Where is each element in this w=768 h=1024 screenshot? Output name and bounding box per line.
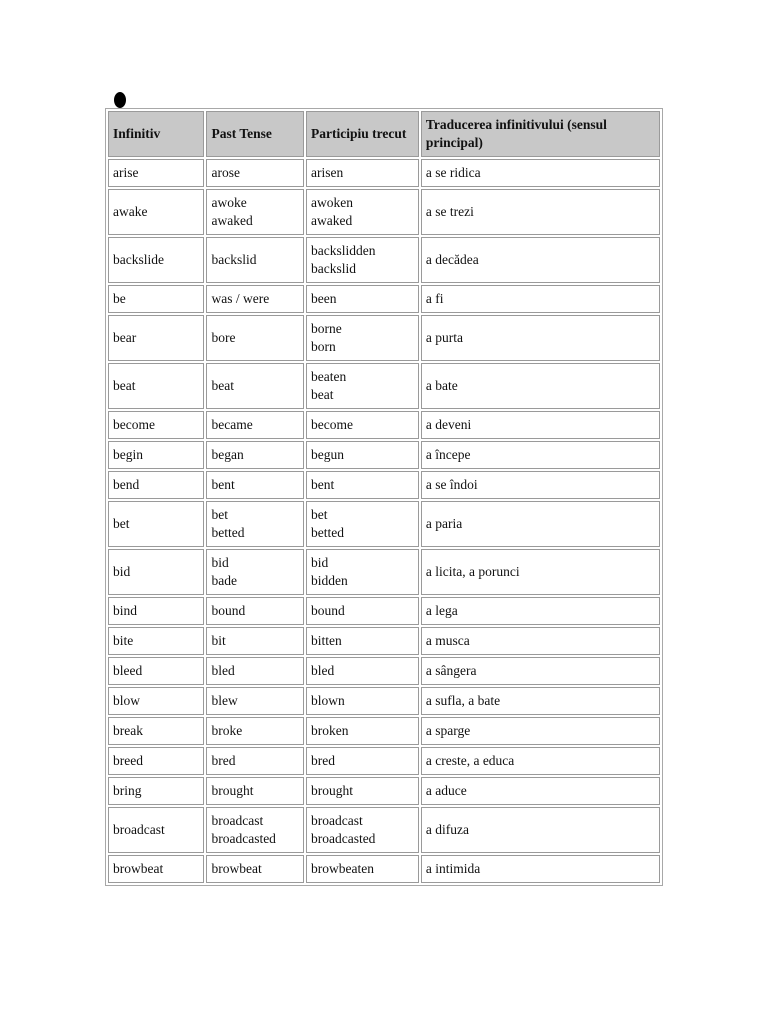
- translation-cell: a începe: [421, 441, 660, 469]
- past-tense-cell-line: betted: [211, 525, 245, 540]
- participle-cell-line: bred: [310, 753, 335, 768]
- translation-cell: a creste, a educa: [421, 747, 660, 775]
- infinitive-cell: bear: [108, 315, 204, 361]
- past-tense-cell-line: broadcasted: [211, 831, 276, 846]
- participle-cell: [306, 777, 419, 805]
- translation-cell: a deveni: [421, 411, 660, 439]
- participle-cell: [306, 471, 419, 499]
- past-tense-cell: [206, 471, 304, 499]
- translation-cell: a fi: [421, 285, 660, 313]
- table-row: [108, 807, 660, 853]
- infinitive-cell: blow: [108, 687, 204, 715]
- infinitive-cell: bring: [108, 777, 204, 805]
- past-tense-cell: [206, 159, 304, 187]
- participle-cell: [306, 597, 419, 625]
- participle-cell: [306, 501, 419, 547]
- translation-cell: a aduce: [421, 777, 660, 805]
- translation-cell: a intimida: [421, 855, 660, 883]
- participle-cell-line: arisen: [310, 165, 344, 180]
- table-row: [108, 159, 660, 187]
- translation-cell: a sângera: [421, 657, 660, 685]
- participle-cell-line: bound: [310, 603, 345, 618]
- participle-cell-line: bidden: [310, 573, 348, 588]
- past-tense-cell-line: bent: [211, 477, 235, 492]
- past-tense-cell-line: brought: [211, 783, 254, 798]
- participle-cell-line: awaked: [310, 213, 353, 228]
- participle-cell-line: beat: [310, 387, 334, 402]
- bullet-marker: [114, 92, 126, 108]
- past-tense-cell-line: beat: [211, 378, 234, 393]
- table-row: [108, 363, 660, 409]
- past-tense-cell-line: bit: [211, 633, 226, 648]
- participle-cell-line: broken: [310, 723, 349, 738]
- past-tense-cell: [206, 363, 304, 409]
- past-tense-cell-line: backslid: [211, 252, 257, 267]
- table-row: [108, 855, 660, 883]
- participle-cell-line: borne: [310, 321, 342, 336]
- past-tense-cell: [206, 855, 304, 883]
- infinitive-cell: bid: [108, 549, 204, 595]
- infinitive-cell: begin: [108, 441, 204, 469]
- participle-cell-line: born: [310, 339, 336, 354]
- participle-cell-line: blown: [310, 693, 345, 708]
- translation-cell: a se trezi: [421, 189, 660, 235]
- past-tense-cell-line: arose: [211, 165, 240, 180]
- past-tense-cell: [206, 687, 304, 715]
- past-tense-cell-line: blew: [211, 693, 238, 708]
- translation-cell: a licita, a porunci: [421, 549, 660, 595]
- table-row: [108, 315, 660, 361]
- infinitive-cell: bleed: [108, 657, 204, 685]
- participle-cell: [306, 627, 419, 655]
- past-tense-cell-line: bred: [211, 753, 236, 768]
- table-row: [108, 411, 660, 439]
- past-tense-cell: [206, 747, 304, 775]
- table-row: [108, 747, 660, 775]
- translation-cell: a decădea: [421, 237, 660, 283]
- participle-cell: [306, 441, 419, 469]
- past-tense-cell-line: began: [211, 447, 244, 462]
- infinitive-cell: backslide: [108, 237, 204, 283]
- past-tense-cell-line: bled: [211, 663, 235, 678]
- past-tense-cell: [206, 411, 304, 439]
- past-tense-cell-line: bore: [211, 330, 236, 345]
- participle-cell-line: backslidden: [310, 243, 376, 258]
- participle-cell-line: betted: [310, 525, 344, 540]
- past-tense-cell: [206, 717, 304, 745]
- participle-cell: [306, 363, 419, 409]
- table-row: [108, 657, 660, 685]
- participle-cell-line: been: [310, 291, 337, 306]
- past-tense-cell-line: bade: [211, 573, 237, 588]
- past-tense-cell-line: awoke: [211, 195, 247, 210]
- translation-cell: a purta: [421, 315, 660, 361]
- participle-cell: [306, 747, 419, 775]
- participle-cell: [306, 687, 419, 715]
- past-tense-cell-line: was / were: [211, 291, 270, 306]
- translation-cell: a bate: [421, 363, 660, 409]
- infinitive-cell: browbeat: [108, 855, 204, 883]
- participle-cell: [306, 657, 419, 685]
- participle-cell: [306, 159, 419, 187]
- header-infinitive: Infinitiv: [108, 111, 204, 157]
- infinitive-cell: bet: [108, 501, 204, 547]
- participle-cell-line: bent: [310, 477, 335, 492]
- participle-cell: [306, 717, 419, 745]
- table-row: [108, 501, 660, 547]
- past-tense-cell: [206, 807, 304, 853]
- table-row: [108, 777, 660, 805]
- past-tense-cell: [206, 597, 304, 625]
- table-row: [108, 189, 660, 235]
- translation-cell: a se îndoi: [421, 471, 660, 499]
- table-row: [108, 237, 660, 283]
- participle-cell: [306, 285, 419, 313]
- table-row: [108, 285, 660, 313]
- translation-cell: a paria: [421, 501, 660, 547]
- past-tense-cell-line: broadcast: [211, 813, 264, 828]
- infinitive-cell: breed: [108, 747, 204, 775]
- infinitive-cell: beat: [108, 363, 204, 409]
- past-tense-cell: [206, 315, 304, 361]
- table-row: [108, 597, 660, 625]
- table-row: [108, 627, 660, 655]
- translation-cell: a sparge: [421, 717, 660, 745]
- translation-cell: a difuza: [421, 807, 660, 853]
- header-translation: Traducerea infinitivului (sensul principal): [421, 111, 660, 157]
- participle-cell: [306, 411, 419, 439]
- participle-cell-line: beaten: [310, 369, 347, 384]
- participle-cell-line: bid: [310, 555, 329, 570]
- participle-cell-line: awoken: [310, 195, 353, 210]
- past-tense-cell: [206, 777, 304, 805]
- participle-cell-line: broadcasted: [310, 831, 376, 846]
- infinitive-cell: bend: [108, 471, 204, 499]
- past-tense-cell: [206, 657, 304, 685]
- participle-cell: [306, 807, 419, 853]
- participle-cell-line: browbeaten: [310, 861, 374, 876]
- translation-cell: a sufla, a bate: [421, 687, 660, 715]
- past-tense-cell-line: became: [211, 417, 253, 432]
- participle-cell-line: bitten: [310, 633, 342, 648]
- past-tense-cell: [206, 237, 304, 283]
- past-tense-cell: [206, 189, 304, 235]
- participle-cell-line: backslid: [310, 261, 356, 276]
- past-tense-cell-line: broke: [211, 723, 243, 738]
- header-row: [108, 111, 660, 157]
- past-tense-cell-line: bound: [211, 603, 246, 618]
- table-row: [108, 549, 660, 595]
- irregular-verbs-table: [105, 108, 663, 886]
- infinitive-cell: awake: [108, 189, 204, 235]
- translation-cell: a se ridica: [421, 159, 660, 187]
- infinitive-cell: be: [108, 285, 204, 313]
- past-tense-cell: [206, 501, 304, 547]
- table-row: [108, 717, 660, 745]
- table-row: [108, 471, 660, 499]
- table-row: [108, 687, 660, 715]
- participle-cell-line: bled: [310, 663, 335, 678]
- past-tense-cell: [206, 441, 304, 469]
- table-row: [108, 441, 660, 469]
- past-tense-cell-line: bet: [211, 507, 228, 522]
- infinitive-cell: broadcast: [108, 807, 204, 853]
- participle-cell: [306, 549, 419, 595]
- header-participle: Participiu trecut: [306, 111, 419, 157]
- past-tense-cell-line: browbeat: [211, 861, 262, 876]
- participle-cell-line: bet: [310, 507, 328, 522]
- participle-cell: [306, 855, 419, 883]
- infinitive-cell: bind: [108, 597, 204, 625]
- participle-cell-line: broadcast: [310, 813, 363, 828]
- translation-cell: a musca: [421, 627, 660, 655]
- header-past-tense: Past Tense: [206, 111, 304, 157]
- infinitive-cell: break: [108, 717, 204, 745]
- past-tense-cell: [206, 285, 304, 313]
- infinitive-cell: bite: [108, 627, 204, 655]
- past-tense-cell: [206, 627, 304, 655]
- participle-cell-line: become: [310, 417, 353, 432]
- participle-cell: [306, 237, 419, 283]
- participle-cell-line: begun: [310, 447, 344, 462]
- infinitive-cell: become: [108, 411, 204, 439]
- participle-cell: [306, 189, 419, 235]
- past-tense-cell-line: bid: [211, 555, 229, 570]
- past-tense-cell: [206, 549, 304, 595]
- participle-cell-line: brought: [310, 783, 353, 798]
- translation-cell: a lega: [421, 597, 660, 625]
- past-tense-cell-line: awaked: [211, 213, 253, 228]
- infinitive-cell: arise: [108, 159, 204, 187]
- participle-cell: [306, 315, 419, 361]
